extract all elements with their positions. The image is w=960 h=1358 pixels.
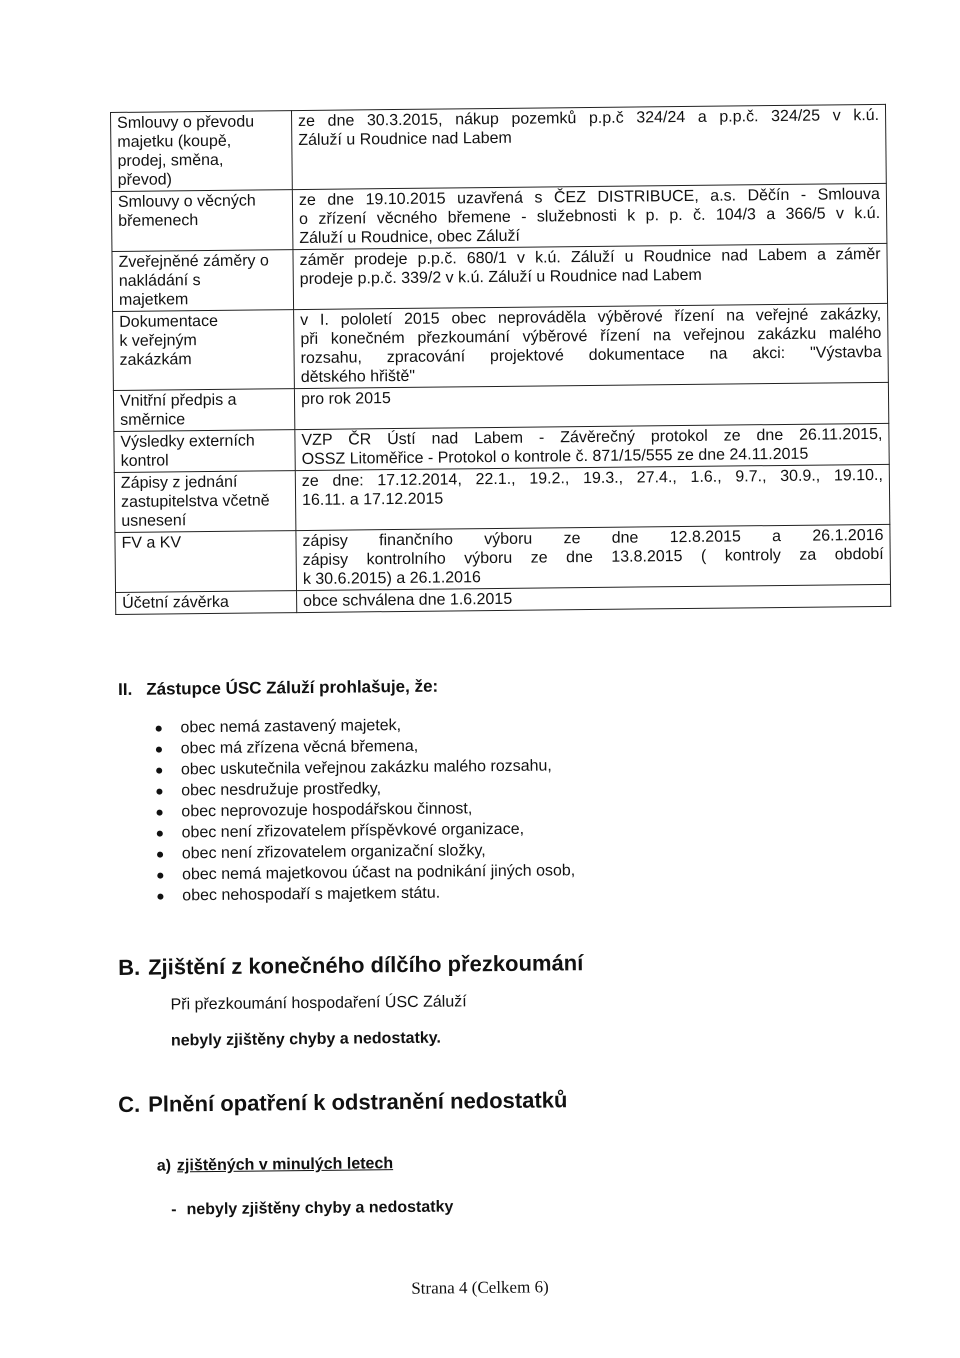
row-value-line: dětského hřiště"	[300, 367, 416, 387]
row-label-line: usnesení	[121, 512, 187, 530]
list-item-text: obec nesdružuje prostředky,	[181, 780, 382, 800]
bullet-icon: ●	[155, 866, 165, 883]
item-text: nebyly zjištěny chyby a nedostatky	[186, 1198, 454, 1219]
row-value	[296, 524, 891, 590]
row-value-line: obce schválena dne 1.6.2015	[303, 590, 513, 611]
row-value-line: rozsahu, zpracování projektové dokumentace na akci: "Výstavba	[300, 343, 882, 368]
row-value-line: pro rok 2015	[300, 390, 391, 409]
list-item-text: obec uskutečnila veřejnou zakázku malého rozsahu,	[180, 757, 552, 779]
row-label-line: FV a KV	[121, 534, 182, 552]
section-letter: B.	[118, 954, 141, 980]
bullet-icon: ●	[154, 761, 164, 778]
bullet-icon: ●	[155, 845, 165, 862]
section-c-item	[171, 1194, 879, 1219]
list-item-text: obec není zřizovatelem organizační složky,	[181, 842, 486, 863]
list-item-text: obec nemá majetkovou účast na podnikání jiných osob,	[181, 862, 576, 884]
row-value	[293, 243, 888, 309]
section-c-subheading	[157, 1150, 879, 1176]
table-row	[111, 104, 887, 191]
page-footer: Strana 4 (Celkem 6)	[411, 1277, 549, 1298]
row-value	[295, 464, 890, 530]
row-label-line: Zveřejněné záměry o	[118, 252, 269, 271]
row-label	[114, 430, 295, 473]
row-value-line: o zřízení věcného břemene - služebnosti k p. p. č. 104/3 a 366/5 v k.ú.	[299, 204, 881, 229]
row-label-line: kontrol	[120, 452, 169, 470]
row-label-line: Vnitřní předpis a	[119, 391, 237, 410]
row-label-line: směrnice	[120, 411, 186, 429]
section-b	[118, 947, 879, 1053]
section-b-finding: nebyly zjištěny chyby a nedostatky.	[170, 1029, 442, 1050]
table-row	[114, 464, 890, 532]
list-item-text: obec neprovozuje hospodářskou činnost,	[181, 800, 473, 821]
row-value-line: záměr prodeje p.p.č. 680/1 v k.ú. Záluží u Roudnice nad Labem a záměr	[299, 245, 881, 270]
table-row	[111, 183, 887, 251]
section-declaration	[118, 672, 880, 907]
row-value-line: VZP ČR Ústí nad Labem - Závěrečný protokol ze dne 26.11.2015,	[301, 425, 883, 450]
table-row	[113, 303, 889, 390]
section-title: Zjištění z konečného dílčího přezkoumání	[147, 950, 584, 980]
row-label-line: Výsledky externích	[120, 432, 255, 451]
bullet-icon: ●	[154, 719, 164, 736]
row-label-line: břemenech	[118, 212, 199, 230]
row-label-line: převod)	[117, 171, 173, 189]
row-value-line: zápisy finančního výboru ze dne 12.8.2015 a 26.1.2016	[302, 526, 884, 551]
row-label-line: majetkem	[118, 291, 189, 309]
row-label	[112, 250, 294, 312]
section-c	[118, 1084, 879, 1220]
row-value-line: při konečném přezkoumání výběrové řízení na veřejnou zakázku malého	[300, 324, 882, 349]
declaration-list	[154, 710, 880, 907]
row-label-line: Smlouvy o věcných	[117, 192, 256, 211]
row-value-line: 16.11. a 17.12.2015	[301, 490, 444, 510]
section-letter: C.	[118, 1091, 141, 1117]
row-value-line: v I. pololetí 2015 obec neprováděla výběrové řízení na veřejné zakázky,	[300, 305, 882, 330]
row-label-line: Zápisy z jednání	[120, 473, 238, 492]
section-b-text: Při přezkoumání hospodaření ÚSC Záluží	[170, 993, 467, 1014]
row-label-line: zakázkám	[119, 351, 192, 369]
section-number: II.	[118, 679, 133, 699]
table-row	[112, 243, 888, 311]
list-item-text: obec není zřizovatelem příspěvkové organizace,	[181, 820, 525, 842]
bullet-icon: ●	[156, 887, 165, 904]
row-value-line: Záluží u Roudnice, obec Záluží	[299, 227, 520, 248]
row-value-line: OSSZ Litoměřice - Protokol o kontrole č. 871/15/555 ze dne 24.11.2015	[301, 445, 809, 469]
item-dash: -	[171, 1201, 177, 1219]
row-label	[115, 531, 297, 593]
row-label-line: Smlouvy o převodu	[117, 113, 255, 132]
section-declaration-heading	[118, 672, 878, 700]
section-b-body	[170, 987, 879, 1052]
table-row	[115, 524, 891, 592]
section-c-heading	[118, 1084, 878, 1118]
row-value-line: prodeje p.p.č. 339/2 v k.ú. Záluží u Roudnice nad Labem	[299, 266, 702, 289]
bullet-icon: ●	[155, 803, 164, 820]
section-title: Zástupce ÚSC Záluží prohlašuje, že:	[146, 676, 439, 699]
row-value-line: k 30.6.2015) a 26.1.2016	[302, 569, 481, 589]
review-documents-table	[110, 104, 891, 615]
row-label-line: k veřejným	[119, 332, 197, 350]
section-b-heading	[118, 947, 878, 981]
row-label-line: Dokumentace	[119, 312, 219, 331]
row-label	[113, 310, 295, 391]
row-label	[111, 190, 293, 252]
list-item-text: obec má zřízena věcná břemena,	[180, 737, 419, 758]
row-label	[111, 111, 293, 192]
row-value	[292, 183, 887, 249]
row-label-line: Účetní závěrka	[122, 593, 229, 612]
row-value	[291, 104, 886, 189]
row-value	[294, 382, 888, 429]
row-label-line: zastupitelstva včetně	[120, 492, 270, 511]
list-item-text: obec nehospodaří s majetkem státu.	[182, 884, 441, 905]
bullet-icon: ●	[154, 740, 164, 757]
row-label	[113, 389, 294, 432]
row-value-line: ze dne: 17.12.2014, 22.1., 19.2., 19.3., 27.4., 1.6., 9.7., 30.9., 19.10.,	[301, 466, 883, 491]
row-value-line: Záluží u Roudnice nad Labem	[298, 129, 512, 150]
row-label	[114, 471, 296, 533]
row-value-line: ze dne 30.3.2015, nákup pozemků p.p.č 324/24 a p.p.č. 324/25 v k.ú.	[298, 106, 880, 131]
row-label-line: majetku (koupě,	[117, 132, 232, 151]
row-value-line: zápisy kontrolního výboru ze dne 13.8.2015 ( kontroly za období	[302, 545, 884, 570]
list-item-text: obec nemá zastavený majetek,	[180, 717, 402, 737]
row-value	[295, 423, 889, 470]
row-label-line: nakládání s	[118, 272, 201, 290]
subheading-title: zjištěných v minulých letech	[176, 1155, 394, 1175]
row-label	[116, 591, 297, 615]
bullet-icon: ●	[155, 782, 164, 799]
row-value	[294, 303, 889, 388]
subheading-prefix: a)	[156, 1157, 172, 1175]
section-title: Plnění opatření k odstranění nedostatků	[147, 1087, 568, 1117]
row-label-line: prodej, směna,	[117, 151, 224, 170]
row-value-line: ze dne 19.10.2015 uzavřená s ČEZ DISTRIBUCE, a.s. Děčín - Smlouva	[298, 185, 880, 210]
bullet-icon: ●	[155, 824, 165, 841]
